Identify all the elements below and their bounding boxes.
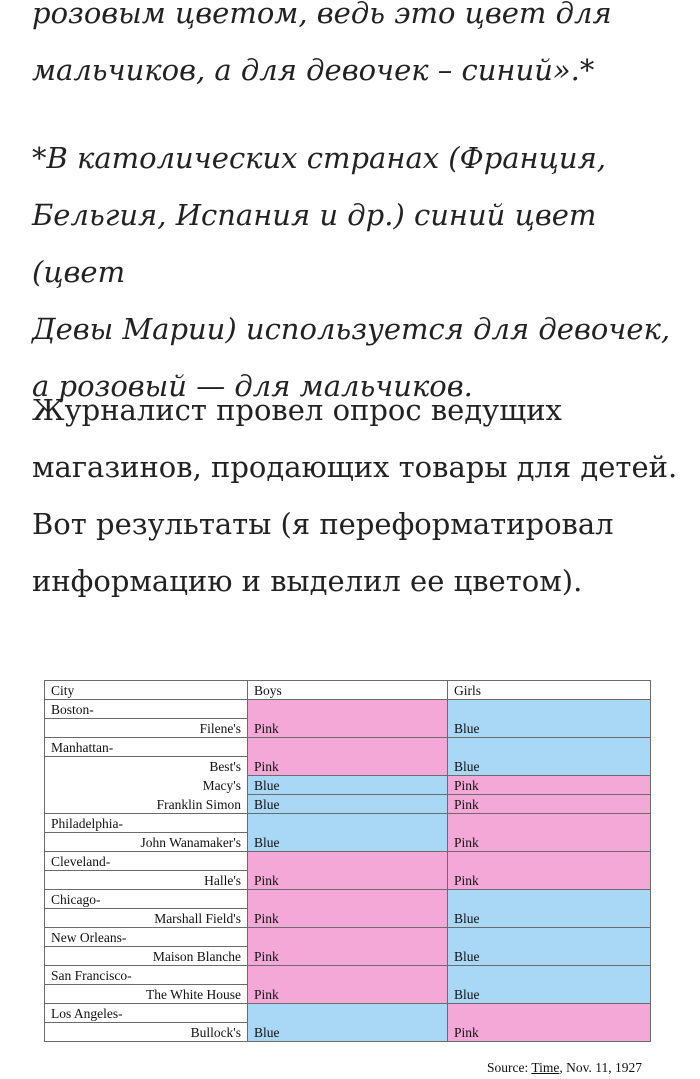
boys-color-cell: Pink bbox=[248, 908, 448, 927]
girls-color-cell-spacer bbox=[448, 700, 651, 719]
girls-color-cell-spacer bbox=[448, 851, 651, 870]
boys-color-cell-spacer bbox=[248, 1003, 448, 1022]
table-row bbox=[45, 946, 651, 965]
city-row bbox=[45, 700, 651, 719]
girls-color-cell: Pink bbox=[448, 775, 651, 794]
boys-color-cell-spacer bbox=[248, 889, 448, 908]
boys-color-cell: Pink bbox=[248, 946, 448, 965]
table-row bbox=[45, 908, 651, 927]
table-body bbox=[45, 681, 651, 1042]
city-name: Los Angeles- bbox=[45, 1003, 248, 1022]
girls-color-cell-spacer bbox=[448, 889, 651, 908]
table-row bbox=[45, 757, 651, 776]
girls-color-cell: Blue bbox=[448, 984, 651, 1003]
girls-color-cell: Pink bbox=[448, 832, 651, 851]
text-line: Журналист провел опрос ведущих bbox=[32, 393, 562, 427]
boys-color-cell-spacer bbox=[248, 700, 448, 719]
source-date: , Nov. 11, 1927 bbox=[559, 1060, 642, 1075]
girls-color-cell: Pink bbox=[448, 870, 651, 889]
girls-color-cell-spacer bbox=[448, 813, 651, 832]
text-line: магазинов, продающих товары для детей. bbox=[32, 450, 678, 484]
city-name: Philadelphia- bbox=[45, 813, 248, 832]
city-row bbox=[45, 965, 651, 984]
boys-color-cell-spacer bbox=[248, 851, 448, 870]
girls-color-cell: Pink bbox=[448, 794, 651, 813]
city-row bbox=[45, 851, 651, 870]
city-row bbox=[45, 1003, 651, 1022]
table-row bbox=[45, 870, 651, 889]
boys-color-cell: Blue bbox=[248, 1022, 448, 1041]
paragraph-footnote bbox=[32, 130, 682, 415]
header-boys: Boys bbox=[248, 681, 448, 700]
header-girls: Girls bbox=[448, 681, 651, 700]
city-row bbox=[45, 889, 651, 908]
store-name: Franklin Simon bbox=[45, 794, 248, 813]
girls-color-cell-spacer bbox=[448, 927, 651, 946]
store-name: The White House bbox=[45, 984, 248, 1003]
city-name: San Francisco- bbox=[45, 965, 248, 984]
boys-color-cell-spacer bbox=[248, 965, 448, 984]
city-name: Manhattan- bbox=[45, 738, 248, 757]
girls-color-cell: Blue bbox=[448, 757, 651, 776]
text-line: Вот результаты (я переформатировал bbox=[32, 507, 614, 541]
store-name: Marshall Field's bbox=[45, 908, 248, 927]
table-row bbox=[45, 794, 651, 813]
text-line: информацию и выделил ее цветом). bbox=[32, 564, 583, 598]
city-name: Cleveland- bbox=[45, 851, 248, 870]
store-name: Halle's bbox=[45, 870, 248, 889]
text-line: *В католических странах (Франция, bbox=[32, 141, 606, 175]
boys-color-cell: Pink bbox=[248, 870, 448, 889]
text-line: мальчиков, а для девочек – синий».* bbox=[32, 53, 595, 87]
boys-color-cell: Blue bbox=[248, 794, 448, 813]
store-name: Best's bbox=[45, 757, 248, 776]
city-row bbox=[45, 813, 651, 832]
source-prefix: Source: bbox=[486, 1060, 532, 1075]
girls-color-cell: Blue bbox=[448, 946, 651, 965]
boys-color-cell: Blue bbox=[248, 775, 448, 794]
boys-color-cell: Blue bbox=[248, 832, 448, 851]
table-row bbox=[45, 719, 651, 738]
store-name: Bullock's bbox=[45, 1022, 248, 1041]
table-row bbox=[45, 1022, 651, 1041]
table-header-row bbox=[45, 681, 651, 700]
table-row bbox=[45, 984, 651, 1003]
color-survey-table bbox=[44, 680, 651, 1042]
girls-color-cell: Blue bbox=[448, 719, 651, 738]
girls-color-cell: Pink bbox=[448, 1022, 651, 1041]
store-name: Macy's bbox=[45, 775, 248, 794]
color-survey-figure bbox=[44, 680, 650, 1075]
boys-color-cell-spacer bbox=[248, 738, 448, 757]
header-city: City bbox=[45, 681, 248, 700]
store-name: Filene's bbox=[45, 719, 248, 738]
table-row bbox=[45, 832, 651, 851]
boys-color-cell: Pink bbox=[248, 757, 448, 776]
boys-color-cell: Pink bbox=[248, 719, 448, 738]
paragraph-survey-intro bbox=[32, 382, 682, 610]
city-name: New Orleans- bbox=[45, 927, 248, 946]
store-name: Maison Blanche bbox=[45, 946, 248, 965]
girls-color-cell-spacer bbox=[448, 1003, 651, 1022]
city-name: Boston- bbox=[45, 700, 248, 719]
text-line: розовым цветом, ведь это цвет для bbox=[32, 0, 612, 30]
girls-color-cell-spacer bbox=[448, 965, 651, 984]
source-publication: Time bbox=[531, 1060, 560, 1075]
source-citation bbox=[487, 1060, 642, 1076]
table-row bbox=[45, 775, 651, 794]
boys-color-cell-spacer bbox=[248, 927, 448, 946]
text-line: Бельгия, Испания и др.) синий цвет (цвет bbox=[32, 198, 597, 289]
store-name: John Wanamaker's bbox=[45, 832, 248, 851]
city-name: Chicago- bbox=[45, 889, 248, 908]
girls-color-cell: Blue bbox=[448, 908, 651, 927]
girls-color-cell-spacer bbox=[448, 738, 651, 757]
text-line: Девы Марии) используется для девочек, bbox=[32, 312, 671, 346]
boys-color-cell: Pink bbox=[248, 984, 448, 1003]
boys-color-cell-spacer bbox=[248, 813, 448, 832]
paragraph-quote-end bbox=[32, 0, 682, 99]
city-row bbox=[45, 738, 651, 757]
text-line: а розовый — для мальчиков. bbox=[32, 369, 473, 403]
city-row bbox=[45, 927, 651, 946]
